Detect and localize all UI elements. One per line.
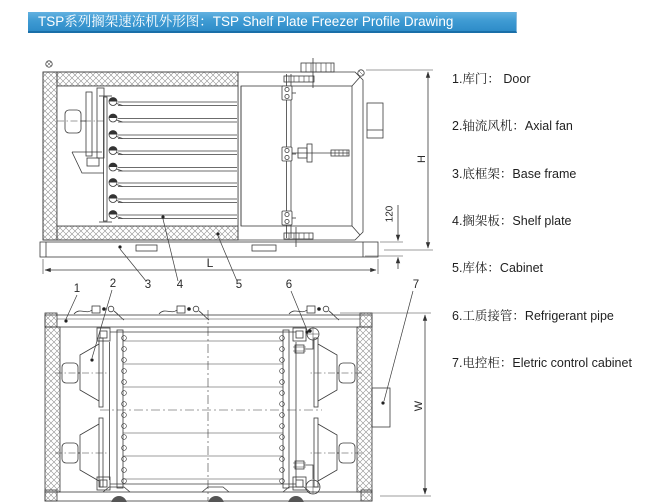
callout-2: 2 — [109, 278, 117, 290]
legend-item-shelf-plate: 4.搁架板：Shelf plate — [452, 214, 572, 228]
left-wall — [45, 327, 60, 492]
dim-W-label: W — [413, 400, 425, 412]
right-wall-box — [367, 103, 383, 138]
legend-item-axial-fan: 2.轴流风机：Axial fan — [452, 119, 573, 133]
dim-L-label: L — [206, 256, 214, 270]
axial-fans-top — [55, 338, 362, 487]
shelf-assembly-top — [97, 310, 322, 501]
legend-item-electric-control-cabinet: 7.电控柜：Eletric control cabinet — [452, 356, 632, 370]
right-wall — [357, 327, 372, 492]
refrigerant-pipe-fittings — [293, 328, 320, 494]
electric-control-cabinet — [372, 388, 390, 427]
door-hinge — [289, 306, 339, 320]
legend-item-base-frame: 3.底框架：Base frame — [452, 167, 577, 181]
callout-1: 1 — [73, 283, 81, 295]
base-frame — [40, 242, 378, 257]
legend-item-door: 1.库门： Door — [452, 72, 531, 86]
door-hinge — [74, 306, 124, 320]
legend-item-refrigerant-pipe: 6.工质接管：Refrigerant pipe — [452, 309, 614, 323]
dim-120-label: 120 — [384, 205, 396, 223]
bottom-rail — [45, 487, 372, 502]
legend-item-cabinet: 5.库体：Cabinet — [452, 261, 544, 275]
corner-brackets — [97, 328, 306, 490]
side-view — [40, 58, 433, 274]
callout-7: 7 — [412, 279, 420, 291]
page-title: TSP系列搁架速冻机外形图：TSP Shelf Plate Freezer Profile Drawing — [38, 14, 454, 29]
callout-5: 5 — [235, 279, 243, 291]
refrigerant-pipe-top — [284, 58, 334, 88]
callout-4: 4 — [176, 279, 184, 291]
door-hinge — [159, 306, 209, 320]
door-handle — [292, 144, 349, 162]
callout-6: 6 — [285, 279, 293, 291]
dim-H-label: H — [416, 155, 428, 163]
top-view — [45, 306, 431, 502]
callout-3: 3 — [144, 279, 152, 291]
